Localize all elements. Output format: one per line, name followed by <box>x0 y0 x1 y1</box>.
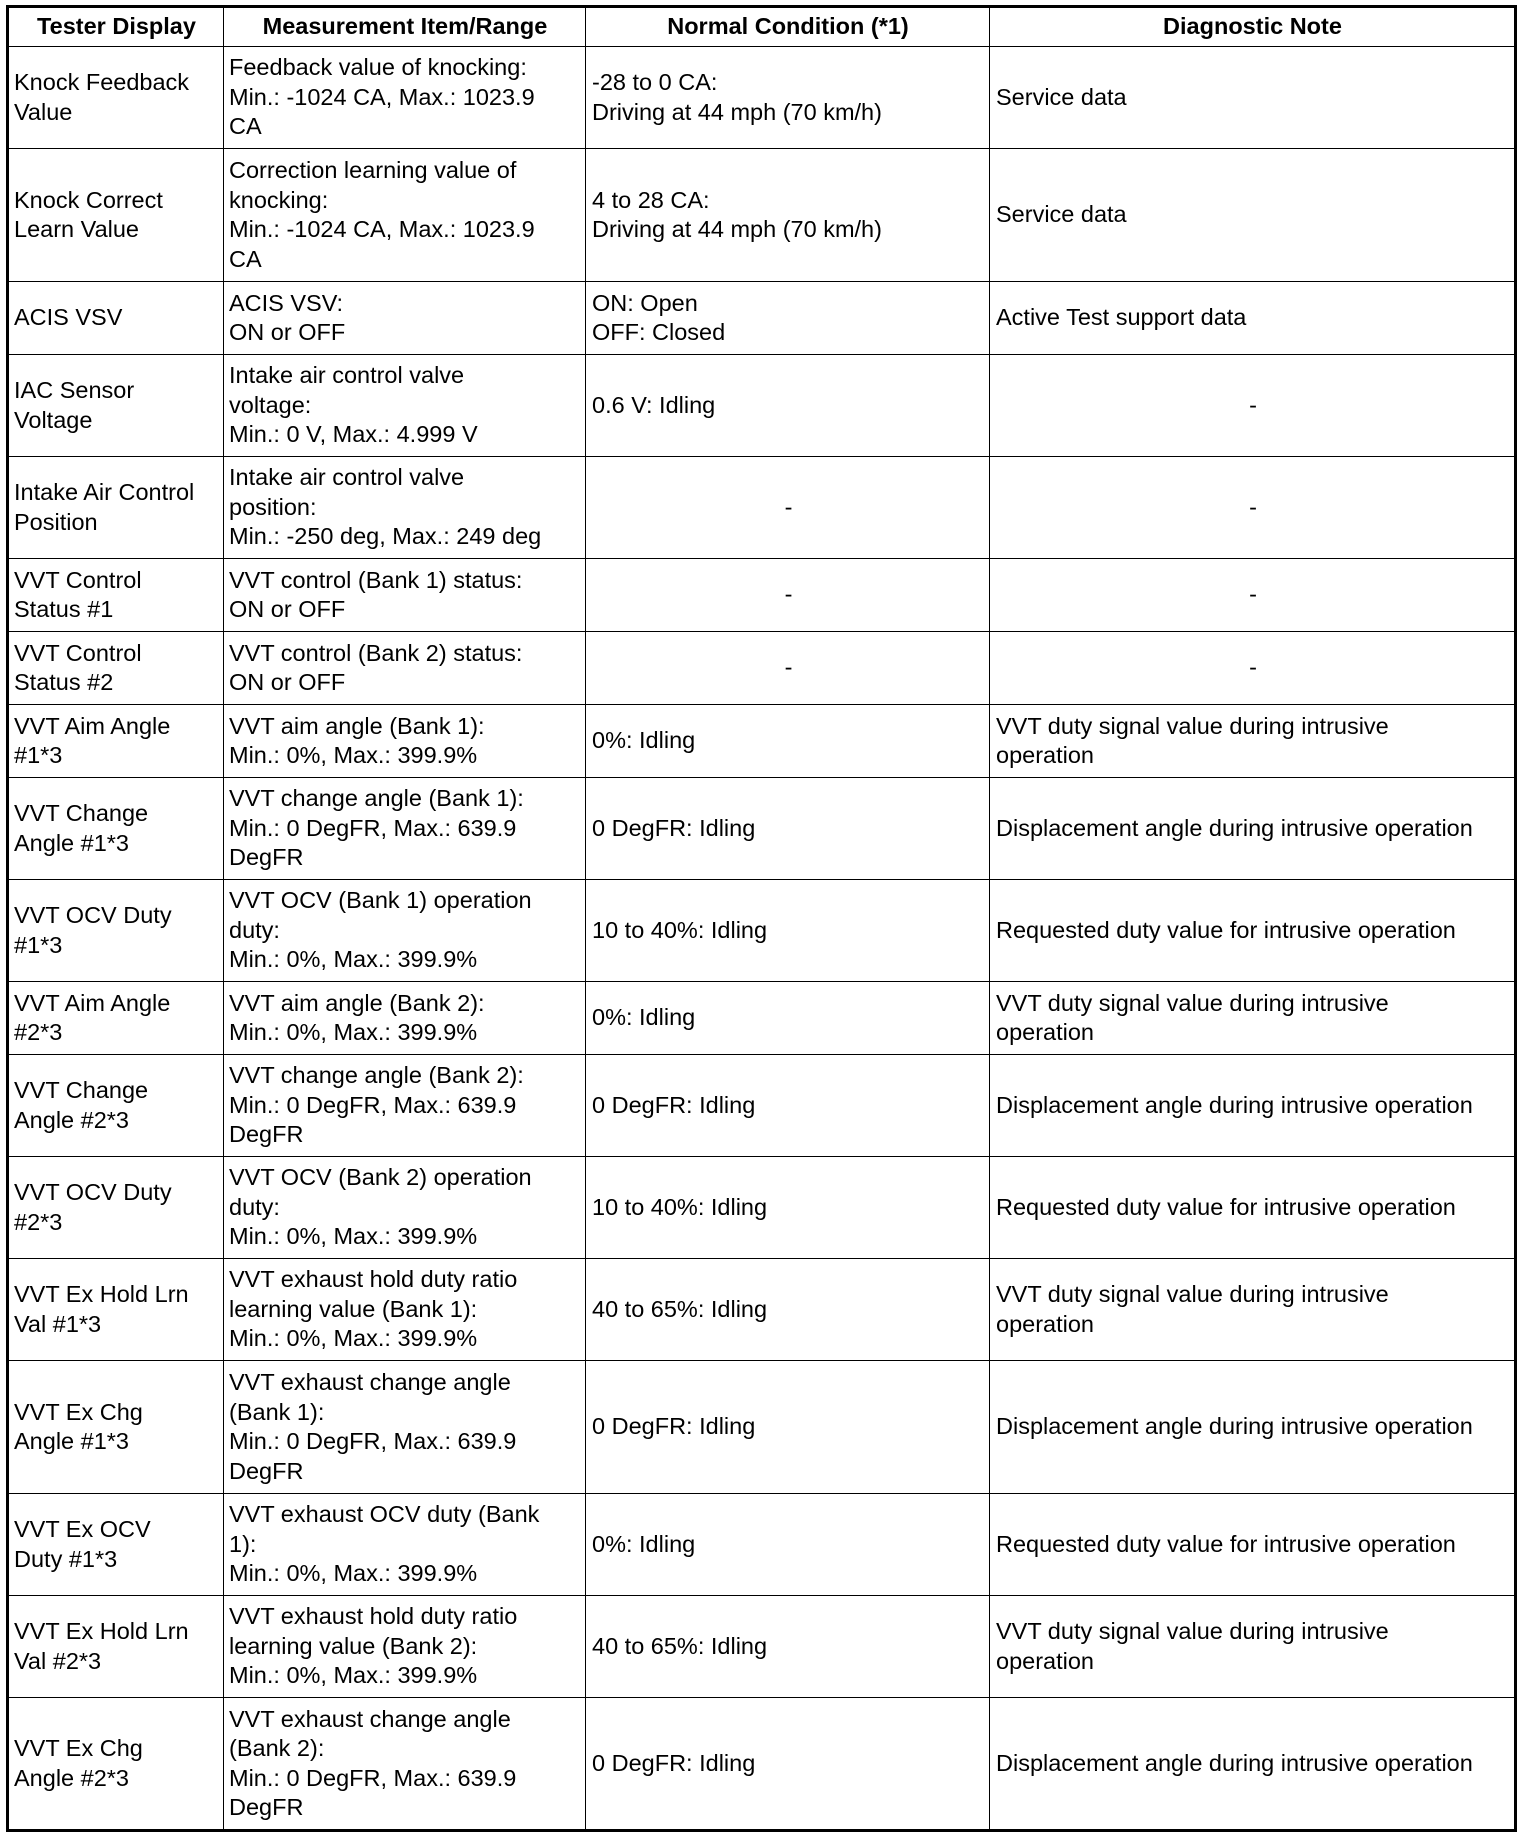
cell-tester-display: IAC Sensor Voltage <box>8 355 224 457</box>
cell-diagnostic-note: VVT duty signal value during intrusive operation <box>990 705 1516 778</box>
table-row <box>8 1055 1516 1157</box>
cell-tester-display: VVT Ex Hold Lrn Val #2*3 <box>8 1596 224 1698</box>
cell-diagnostic-note: Service data <box>990 149 1516 282</box>
cell-normal-condition: 40 to 65%: Idling <box>586 1259 990 1361</box>
cell-diagnostic-note: Requested duty value for intrusive operation <box>990 1494 1516 1596</box>
cell-tester-display: VVT Aim Angle #2*3 <box>8 982 224 1055</box>
cell-measurement: VVT exhaust hold duty ratio learning value (Bank 1): Min.: 0%, Max.: 399.9% <box>224 1259 586 1361</box>
cell-tester-display: VVT Control Status #1 <box>8 559 224 632</box>
cell-normal-condition: 0 DegFR: Idling <box>586 778 990 880</box>
cell-measurement: VVT exhaust change angle (Bank 1): Min.: 0 DegFR, Max.: 639.9 DegFR <box>224 1361 586 1494</box>
cell-tester-display: VVT Control Status #2 <box>8 632 224 705</box>
cell-measurement: VVT aim angle (Bank 1): Min.: 0%, Max.: 399.9% <box>224 705 586 778</box>
cell-measurement: VVT exhaust OCV duty (Bank 1): Min.: 0%, Max.: 399.9% <box>224 1494 586 1596</box>
cell-tester-display: VVT Change Angle #1*3 <box>8 778 224 880</box>
header-measurement: Measurement Item/Range <box>224 7 586 47</box>
cell-diagnostic-note: Displacement angle during intrusive operation <box>990 1055 1516 1157</box>
cell-diagnostic-note: VVT duty signal value during intrusive operation <box>990 1259 1516 1361</box>
header-diagnostic-note: Diagnostic Note <box>990 7 1516 47</box>
header-normal-condition: Normal Condition (*1) <box>586 7 990 47</box>
cell-measurement: Intake air control valve position: Min.: -250 deg, Max.: 249 deg <box>224 457 586 559</box>
cell-measurement: Intake air control valve voltage: Min.: 0 V, Max.: 4.999 V <box>224 355 586 457</box>
table-row <box>8 705 1516 778</box>
cell-normal-condition: 10 to 40%: Idling <box>586 1157 990 1259</box>
table-row <box>8 1698 1516 1831</box>
cell-normal-condition: 10 to 40%: Idling <box>586 880 990 982</box>
cell-measurement: VVT change angle (Bank 2): Min.: 0 DegFR, Max.: 639.9 DegFR <box>224 1055 586 1157</box>
cell-tester-display: Knock Feedback Value <box>8 47 224 149</box>
table-row <box>8 982 1516 1055</box>
cell-tester-display: VVT Ex Hold Lrn Val #1*3 <box>8 1259 224 1361</box>
cell-normal-condition: - <box>586 457 990 559</box>
table-row <box>8 457 1516 559</box>
header-tester-display: Tester Display <box>8 7 224 47</box>
cell-diagnostic-note: - <box>990 457 1516 559</box>
cell-diagnostic-note: Requested duty value for intrusive operation <box>990 880 1516 982</box>
cell-normal-condition: - <box>586 632 990 705</box>
table-row <box>8 632 1516 705</box>
cell-tester-display: VVT OCV Duty #1*3 <box>8 880 224 982</box>
cell-diagnostic-note: - <box>990 355 1516 457</box>
cell-diagnostic-note: Active Test support data <box>990 282 1516 355</box>
table-row <box>8 1494 1516 1596</box>
cell-measurement: VVT control (Bank 1) status: ON or OFF <box>224 559 586 632</box>
cell-normal-condition: 0 DegFR: Idling <box>586 1055 990 1157</box>
table-row <box>8 880 1516 982</box>
table-row <box>8 1157 1516 1259</box>
cell-tester-display: VVT Aim Angle #1*3 <box>8 705 224 778</box>
cell-diagnostic-note: Requested duty value for intrusive operation <box>990 1157 1516 1259</box>
cell-normal-condition: 4 to 28 CA: Driving at 44 mph (70 km/h) <box>586 149 990 282</box>
cell-measurement: Feedback value of knocking: Min.: -1024 CA, Max.: 1023.9 CA <box>224 47 586 149</box>
cell-measurement: VVT control (Bank 2) status: ON or OFF <box>224 632 586 705</box>
cell-tester-display: VVT OCV Duty #2*3 <box>8 1157 224 1259</box>
cell-measurement: ACIS VSV: ON or OFF <box>224 282 586 355</box>
cell-diagnostic-note: VVT duty signal value during intrusive operation <box>990 1596 1516 1698</box>
cell-normal-condition: 0 DegFR: Idling <box>586 1698 990 1831</box>
table-row <box>8 1596 1516 1698</box>
cell-normal-condition: 40 to 65%: Idling <box>586 1596 990 1698</box>
cell-tester-display: VVT Ex Chg Angle #1*3 <box>8 1361 224 1494</box>
cell-measurement: VVT aim angle (Bank 2): Min.: 0%, Max.: 399.9% <box>224 982 586 1055</box>
table-row <box>8 778 1516 880</box>
table-row <box>8 1259 1516 1361</box>
cell-tester-display: VVT Ex OCV Duty #1*3 <box>8 1494 224 1596</box>
cell-measurement: VVT OCV (Bank 2) operation duty: Min.: 0%, Max.: 399.9% <box>224 1157 586 1259</box>
cell-tester-display: Intake Air Control Position <box>8 457 224 559</box>
cell-diagnostic-note: Displacement angle during intrusive operation <box>990 778 1516 880</box>
cell-normal-condition: -28 to 0 CA: Driving at 44 mph (70 km/h) <box>586 47 990 149</box>
cell-tester-display: VVT Ex Chg Angle #2*3 <box>8 1698 224 1831</box>
table-row <box>8 559 1516 632</box>
cell-tester-display: Knock Correct Learn Value <box>8 149 224 282</box>
data-list-sheet <box>6 5 1517 1832</box>
cell-measurement: Correction learning value of knocking: Min.: -1024 CA, Max.: 1023.9 CA <box>224 149 586 282</box>
tester-data-table <box>6 5 1517 1832</box>
cell-normal-condition: 0.6 V: Idling <box>586 355 990 457</box>
table-row <box>8 282 1516 355</box>
cell-diagnostic-note: Displacement angle during intrusive operation <box>990 1698 1516 1831</box>
cell-normal-condition: - <box>586 559 990 632</box>
cell-diagnostic-note: - <box>990 559 1516 632</box>
cell-diagnostic-note: Service data <box>990 47 1516 149</box>
cell-measurement: VVT OCV (Bank 1) operation duty: Min.: 0%, Max.: 399.9% <box>224 880 586 982</box>
cell-diagnostic-note: Displacement angle during intrusive operation <box>990 1361 1516 1494</box>
cell-normal-condition: 0 DegFR: Idling <box>586 1361 990 1494</box>
cell-diagnostic-note: - <box>990 632 1516 705</box>
table-header-row <box>8 7 1516 47</box>
cell-diagnostic-note: VVT duty signal value during intrusive operation <box>990 982 1516 1055</box>
cell-tester-display: ACIS VSV <box>8 282 224 355</box>
cell-normal-condition: 0%: Idling <box>586 1494 990 1596</box>
cell-normal-condition: 0%: Idling <box>586 705 990 778</box>
cell-tester-display: VVT Change Angle #2*3 <box>8 1055 224 1157</box>
table-row <box>8 1361 1516 1494</box>
cell-measurement: VVT exhaust hold duty ratio learning value (Bank 2): Min.: 0%, Max.: 399.9% <box>224 1596 586 1698</box>
table-row <box>8 355 1516 457</box>
table-row <box>8 47 1516 149</box>
cell-measurement: VVT exhaust change angle (Bank 2): Min.: 0 DegFR, Max.: 639.9 DegFR <box>224 1698 586 1831</box>
cell-normal-condition: ON: Open OFF: Closed <box>586 282 990 355</box>
cell-measurement: VVT change angle (Bank 1): Min.: 0 DegFR, Max.: 639.9 DegFR <box>224 778 586 880</box>
cell-normal-condition: 0%: Idling <box>586 982 990 1055</box>
table-row <box>8 149 1516 282</box>
